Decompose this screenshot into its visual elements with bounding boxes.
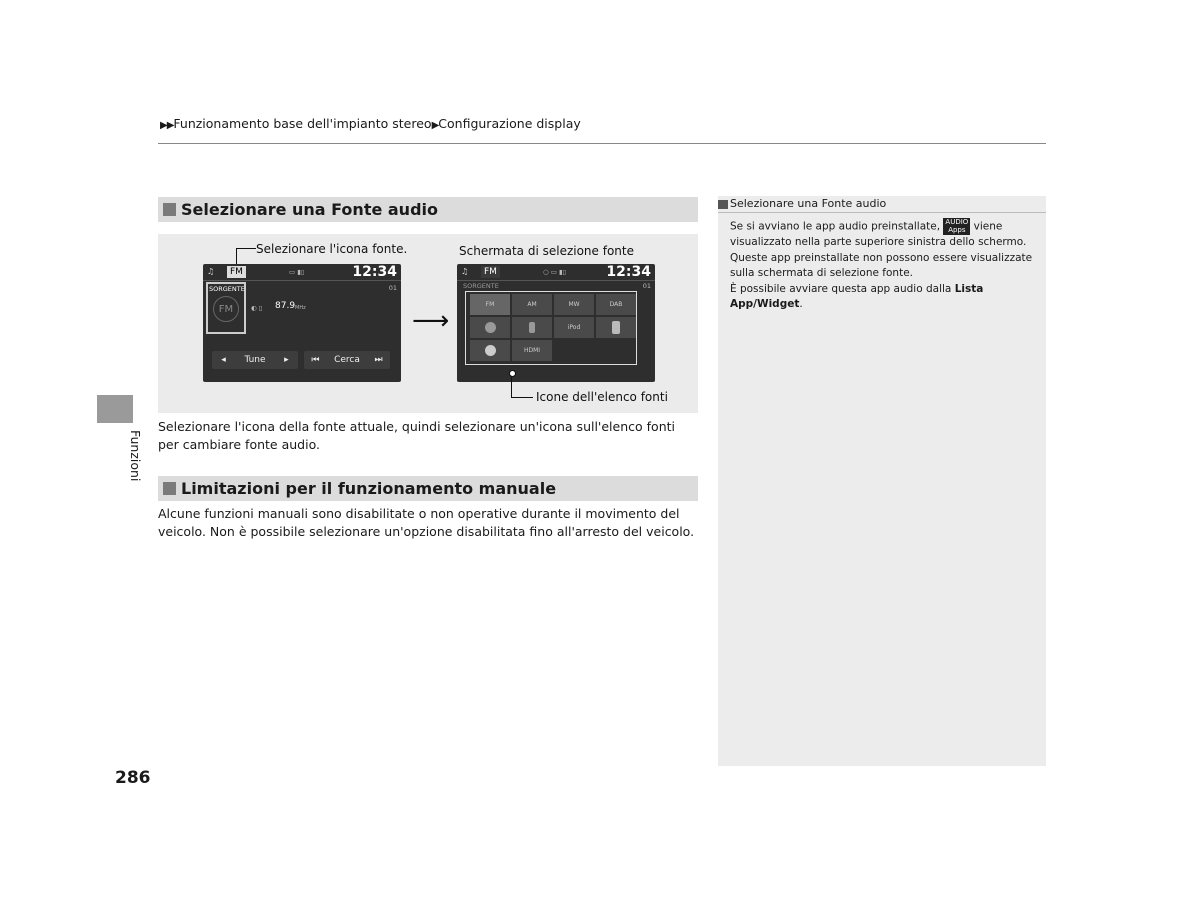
page-number: 286 <box>115 768 151 788</box>
note-line3-before: È possibile avviare questa app audio dalla <box>730 282 952 295</box>
channel-number: 01 <box>642 282 651 290</box>
note-line3-after: . <box>799 298 803 311</box>
section-header-limitazioni <box>158 476 698 501</box>
source-ipod-label: iPod <box>567 324 581 331</box>
source-select-highlight[interactable] <box>206 282 246 334</box>
audio-apps-badge-top: AUDIO <box>945 218 969 226</box>
source-am-cell[interactable] <box>512 294 552 315</box>
source-hdmi-cell[interactable] <box>512 340 552 361</box>
source-icon-fm[interactable]: FM <box>227 266 246 278</box>
callout-line <box>511 376 512 397</box>
chapter-tab-marker <box>97 395 133 423</box>
callout-source-screen: Schermata di selezione fonte <box>459 244 634 258</box>
disc-icon <box>485 322 496 333</box>
source-usb-cell[interactable] <box>512 317 552 338</box>
note-line1-before: Se si avviano le app audio preinstallate, <box>730 220 941 233</box>
music-note-icon: ♫ <box>207 267 215 276</box>
breadcrumb-part-2[interactable]: Configurazione display <box>438 116 581 131</box>
tune-label: Tune <box>244 355 266 365</box>
seek-forward-icon: ⏭ <box>374 355 383 365</box>
screen-source-selection <box>457 264 655 382</box>
seek-button[interactable] <box>304 351 390 369</box>
note-line2: Queste app preinstallate non possono essere visualizzate sulla schermata di selezione fonte. <box>730 251 1033 280</box>
source-cd-cell[interactable] <box>470 317 510 338</box>
music-note-icon: ♫ <box>461 267 469 276</box>
screen-status-bar <box>457 264 655 281</box>
header-rule <box>158 143 1046 144</box>
source-dab-cell[interactable] <box>596 294 636 315</box>
screen-status-bar <box>203 264 401 281</box>
source-list-grid <box>465 291 637 365</box>
figure-panel <box>158 234 698 413</box>
channel-number: 01 <box>388 284 397 292</box>
fm-radio-icon <box>213 296 239 322</box>
smartphone-icon <box>612 321 620 334</box>
source-fm-cell[interactable] <box>470 294 510 315</box>
breadcrumb <box>160 116 581 131</box>
source-am-label: AM <box>527 301 537 308</box>
source-mw-cell[interactable] <box>554 294 594 315</box>
section-title: Selezionare una Fonte audio <box>181 200 438 219</box>
breadcrumb-part-1[interactable]: Funzionamento base dell'impianto stereo <box>173 116 432 131</box>
arrow-right-icon: ⟶ <box>412 306 450 336</box>
source-icon-fm[interactable]: FM <box>481 266 500 278</box>
callout-line <box>511 397 533 398</box>
fm-radio-icon-label: FM <box>218 303 234 315</box>
breadcrumb-arrow-icon: ▶▶ <box>160 120 174 131</box>
section-title: Limitazioni per il funzionamento manuale <box>181 479 557 498</box>
section-square-icon <box>163 482 176 495</box>
section1-body: Selezionare l'icona della fonte attuale, quindi selezionare un'icona sull'elenco fonti per cambiare fonte audio. <box>158 419 675 452</box>
note-marker-icon <box>718 200 728 209</box>
audio-apps-icon <box>943 218 970 235</box>
source-fm-label: FM <box>485 301 495 308</box>
note-line3-bold: Lista App/Widget <box>730 282 984 311</box>
seek-label: Cerca <box>334 355 360 365</box>
source-mw-label: MW <box>568 301 580 308</box>
section2-body: Alcune funzioni manuali sono disabilitate o non operative durante il movimento del veicolo. Non è possibile selezionare un'opzione disabilitata fino all'arresto del veicolo. <box>158 506 695 539</box>
source-phone-cell[interactable] <box>596 317 636 338</box>
frequency-unit: MHz <box>295 305 306 311</box>
status-icons: ○ ▭ ▮▯ <box>543 268 567 276</box>
seek-back-icon: ⏮ <box>311 355 320 365</box>
bluetooth-icon <box>485 345 496 356</box>
source-label: SORGENTE <box>463 282 499 290</box>
source-hdmi-label: HDMI <box>523 347 541 354</box>
callout-list-icons: Icone dell'elenco fonti <box>536 390 668 404</box>
source-dab-label: DAB <box>609 301 623 308</box>
chapter-tab-label: Funzioni <box>128 430 143 482</box>
screen-current-source <box>203 264 401 382</box>
tune-left-icon: ◂ <box>221 355 226 365</box>
clock: 12:34 <box>606 264 651 280</box>
section-square-icon <box>163 203 176 216</box>
source-label: SORGENTE <box>209 285 245 293</box>
callout-line <box>236 248 256 249</box>
breadcrumb-arrow-icon: ▶ <box>431 120 439 131</box>
clock: 12:34 <box>352 264 397 280</box>
status-icons: ▭ ▮▯ <box>289 268 305 276</box>
note-line1-after: viene visualizzato nella parte superiore sinistra dello schermo. <box>730 220 1027 249</box>
note-body <box>730 218 1040 313</box>
frequency: 87.9 <box>275 301 296 311</box>
source-ipod-cell[interactable] <box>554 317 594 338</box>
callout-source-icon: Selezionare l'icona fonte. <box>256 242 408 256</box>
audio-apps-badge-bottom: Apps <box>948 225 966 234</box>
preset-icon: ◐ ▯ <box>251 304 263 312</box>
note-header <box>718 196 1046 213</box>
note-column <box>718 196 1046 766</box>
source-bluetooth-cell[interactable] <box>470 340 510 361</box>
usb-icon <box>529 322 535 333</box>
tune-button[interactable] <box>212 351 298 369</box>
note-title: Selezionare una Fonte audio <box>730 197 887 210</box>
section-header-fonte-audio <box>158 197 698 222</box>
tune-right-icon: ▸ <box>284 355 289 365</box>
